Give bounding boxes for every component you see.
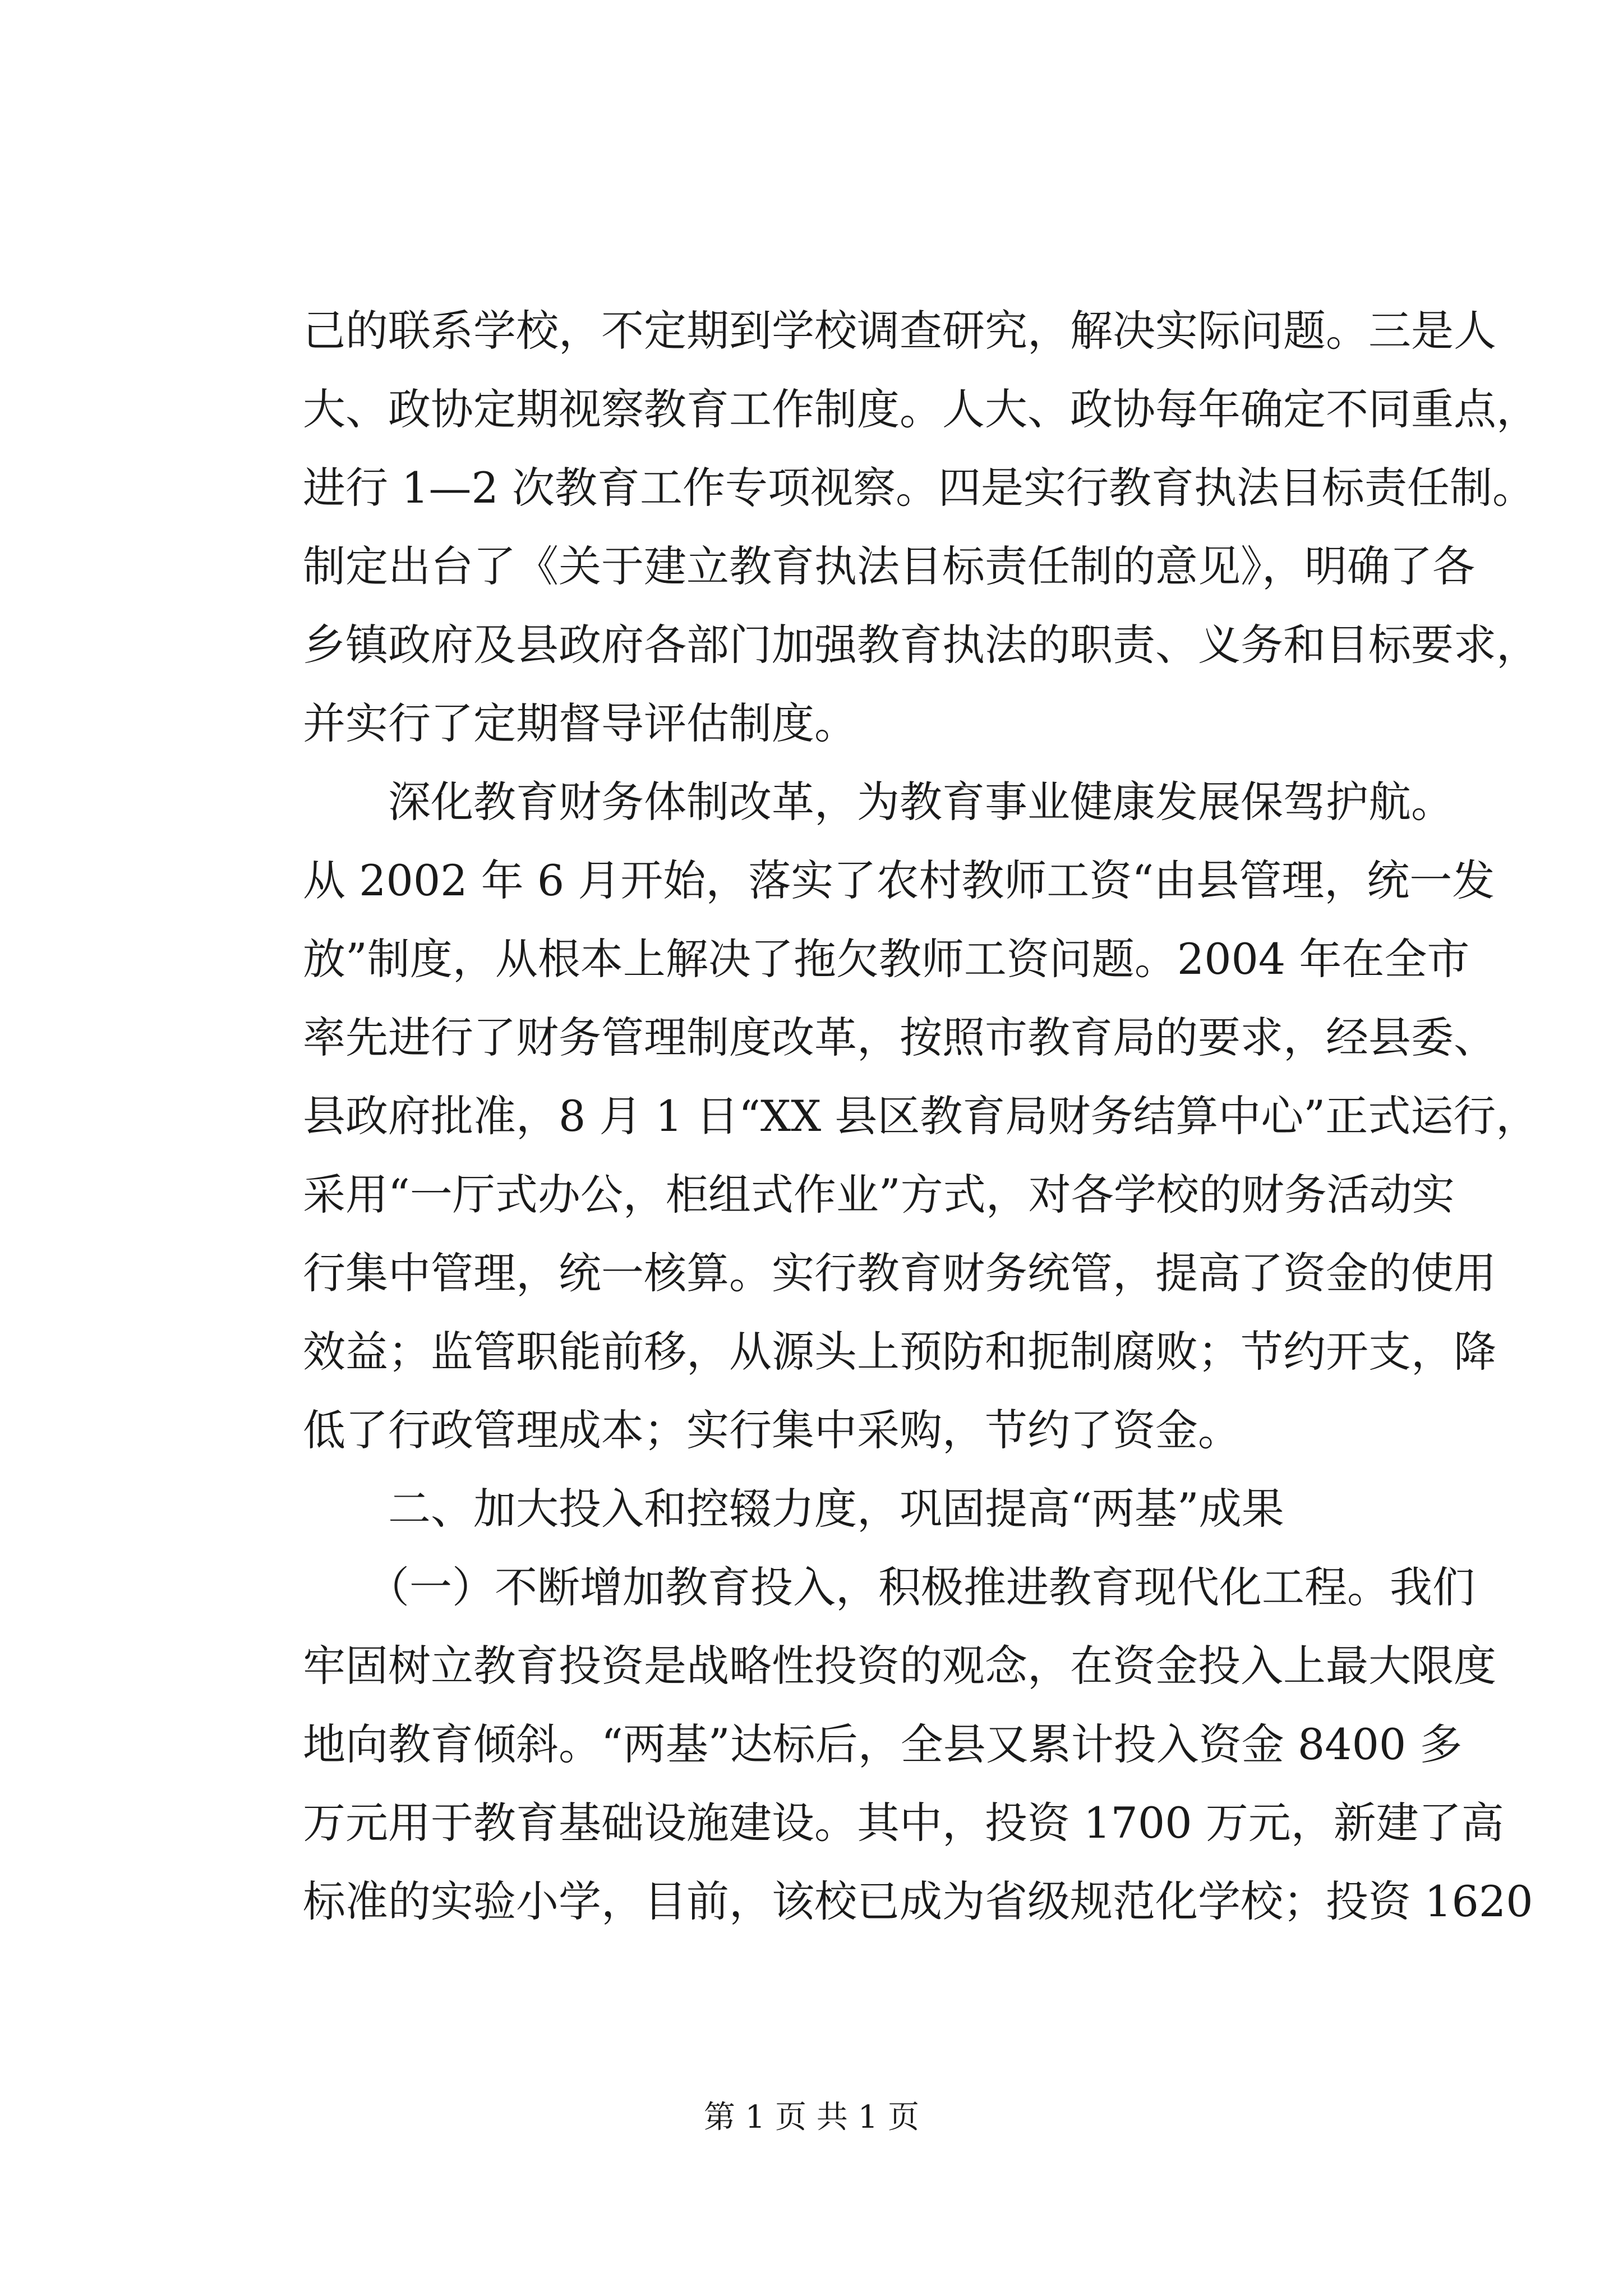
text-line: 深化教育财务体制改革，为教育事业健康发展保驾护航。	[303, 777, 1454, 827]
text-line: 万元用于教育基础设施建设。其中，投资 1700 万元，新建了高	[303, 1798, 1504, 1848]
section-heading: 二、加大投入和控辍力度，巩固提高“两基”成果	[303, 1484, 1284, 1534]
text-line: 标准的实验小学，目前，该校已成为省级规范化学校；投资 1620	[303, 1876, 1533, 1926]
text-line: 低了行政管理成本；实行集中采购，节约了资金。	[303, 1405, 1241, 1455]
text-line: 从 2002 年 6 月开始，落实了农村教师工资“由县管理，统一发	[303, 855, 1495, 905]
text-line: 地向教育倾斜。“两基”达标后，全县又累计投入资金 8400 多	[303, 1719, 1463, 1769]
text-line: 放”制度，从根本上解决了拖欠教师工资问题。2004 年在全市	[303, 934, 1470, 984]
text-line: 大、政协定期视察教育工作制度。人大、政协每年确定不同重点，	[303, 384, 1539, 434]
text-line: 县政府批准，8 月 1 日“XX 县区教育局财务结算中心”正式运行，	[303, 1091, 1539, 1141]
text-line: （一）不断增加教育投入，积极推进教育现代化工程。我们	[303, 1562, 1475, 1612]
text-line: 行集中管理，统一核算。实行教育财务统管，提高了资金的使用	[303, 1248, 1496, 1298]
text-line: 乡镇政府及县政府各部门加强教育执法的职责、义务和目标要求，	[303, 620, 1539, 670]
text-line: 己的联系学校，不定期到学校调查研究，解决实际问题。三是人	[303, 306, 1496, 356]
text-line: 牢固树立教育投资是战略性投资的观念，在资金投入上最大限度	[303, 1641, 1496, 1691]
text-line: 并实行了定期督导评估制度。	[303, 698, 857, 748]
text-line: 率先进行了财务管理制度改革，按照市教育局的要求，经县委、	[303, 1013, 1496, 1062]
text-line: 制定出台了《关于建立教育执法目标责任制的意见》，明确了各	[303, 541, 1475, 591]
text-line: 采用“一厅式办公，柜组式作业”方式，对各学校的财务活动实	[303, 1170, 1455, 1220]
text-line: 进行 1—2 次教育工作专项视察。四是实行教育执法目标责任制。	[303, 463, 1536, 513]
page-footer: 第 1 页 共 1 页	[703, 2099, 920, 2136]
text-line: 效益；监管职能前移，从源头上预防和扼制腐败；节约开支，降	[303, 1327, 1496, 1377]
body-text	[303, 292, 1539, 1941]
